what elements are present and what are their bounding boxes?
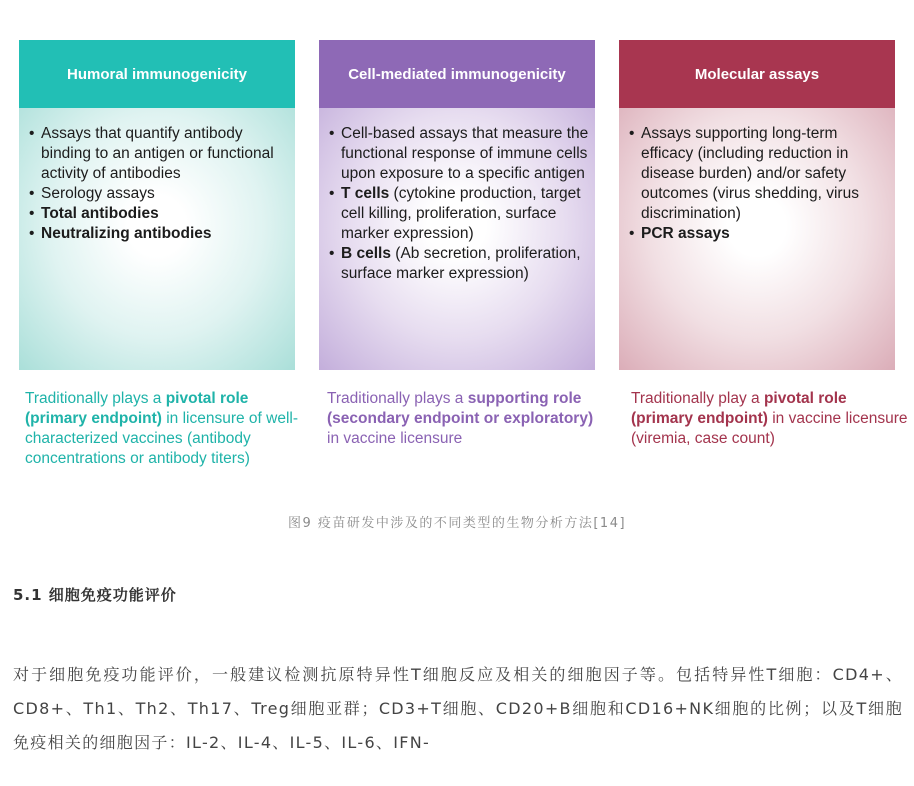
panel-body xyxy=(19,108,295,370)
panel-note-humoral: Traditionally plays a pivotal role (primary endpoint) in licensure of well-characterized vaccines (antibody concentrations or antibody titers) xyxy=(25,390,299,467)
list-item: • PCR assays xyxy=(629,224,889,244)
figure-caption: 图9 疫苗研发中涉及的不同类型的生物分析方法[14] xyxy=(287,516,627,531)
panel-title: Cell-mediated immunogenicity xyxy=(319,40,595,108)
list-item: • Total antibodies xyxy=(29,204,289,224)
panel-body xyxy=(319,108,595,370)
list-item: • Neutralizing antibodies xyxy=(29,224,289,244)
bullet-list xyxy=(629,124,889,244)
list-item: • Assays that quantify antibody binding to an antigen or functional activity of antibodies xyxy=(29,124,289,184)
list-item: • T cells (cytokine production, target cell killing, proliferation, surface marker expression) xyxy=(329,184,589,244)
panel-title: Humoral immunogenicity xyxy=(19,40,295,108)
list-item: • Assays supporting long-term efficacy (including reduction in disease burden) and/or safety outcomes (virus shedding, virus discrimination) xyxy=(629,124,889,224)
panel-title: Molecular assays xyxy=(619,40,895,108)
bullet-list xyxy=(329,124,589,284)
list-item: • Cell-based assays that measure the functional response of immune cells upon exposure to a specific antigen xyxy=(329,124,589,184)
list-item: • Serology assays xyxy=(29,184,289,204)
panel-body xyxy=(619,108,895,370)
panel-note-cell-mediated: Traditionally plays a supporting role (secondary endpoint or exploratory) in vaccine licensure xyxy=(327,390,594,447)
list-item: • B cells (Ab secretion, proliferation, surface marker expression) xyxy=(329,244,589,284)
panel-note-molecular: Traditionally play a pivotal role (primary endpoint) in vaccine licensure (viremia, case count) xyxy=(631,390,908,447)
bullet-list xyxy=(29,124,289,244)
section-heading: 5.1 细胞免疫功能评价 xyxy=(13,586,177,604)
panel-cell-mediated xyxy=(319,40,595,370)
panel-humoral xyxy=(19,40,295,370)
panel-molecular xyxy=(619,40,895,370)
body-paragraph: 对于细胞免疫功能评价，一般建议检测抗原特异性T细胞反应及相关的细胞因子等。包括特异性T细胞：CD4+、CD8+、Th1、Th2、Th17、Treg细胞亚群；CD3+T细胞、CD20+B细胞和CD16+NK细胞的比例；以及T细胞免疫相关的细胞因子：IL-2、IL-4、IL-5、IL-6、IFN- xyxy=(13,665,903,752)
